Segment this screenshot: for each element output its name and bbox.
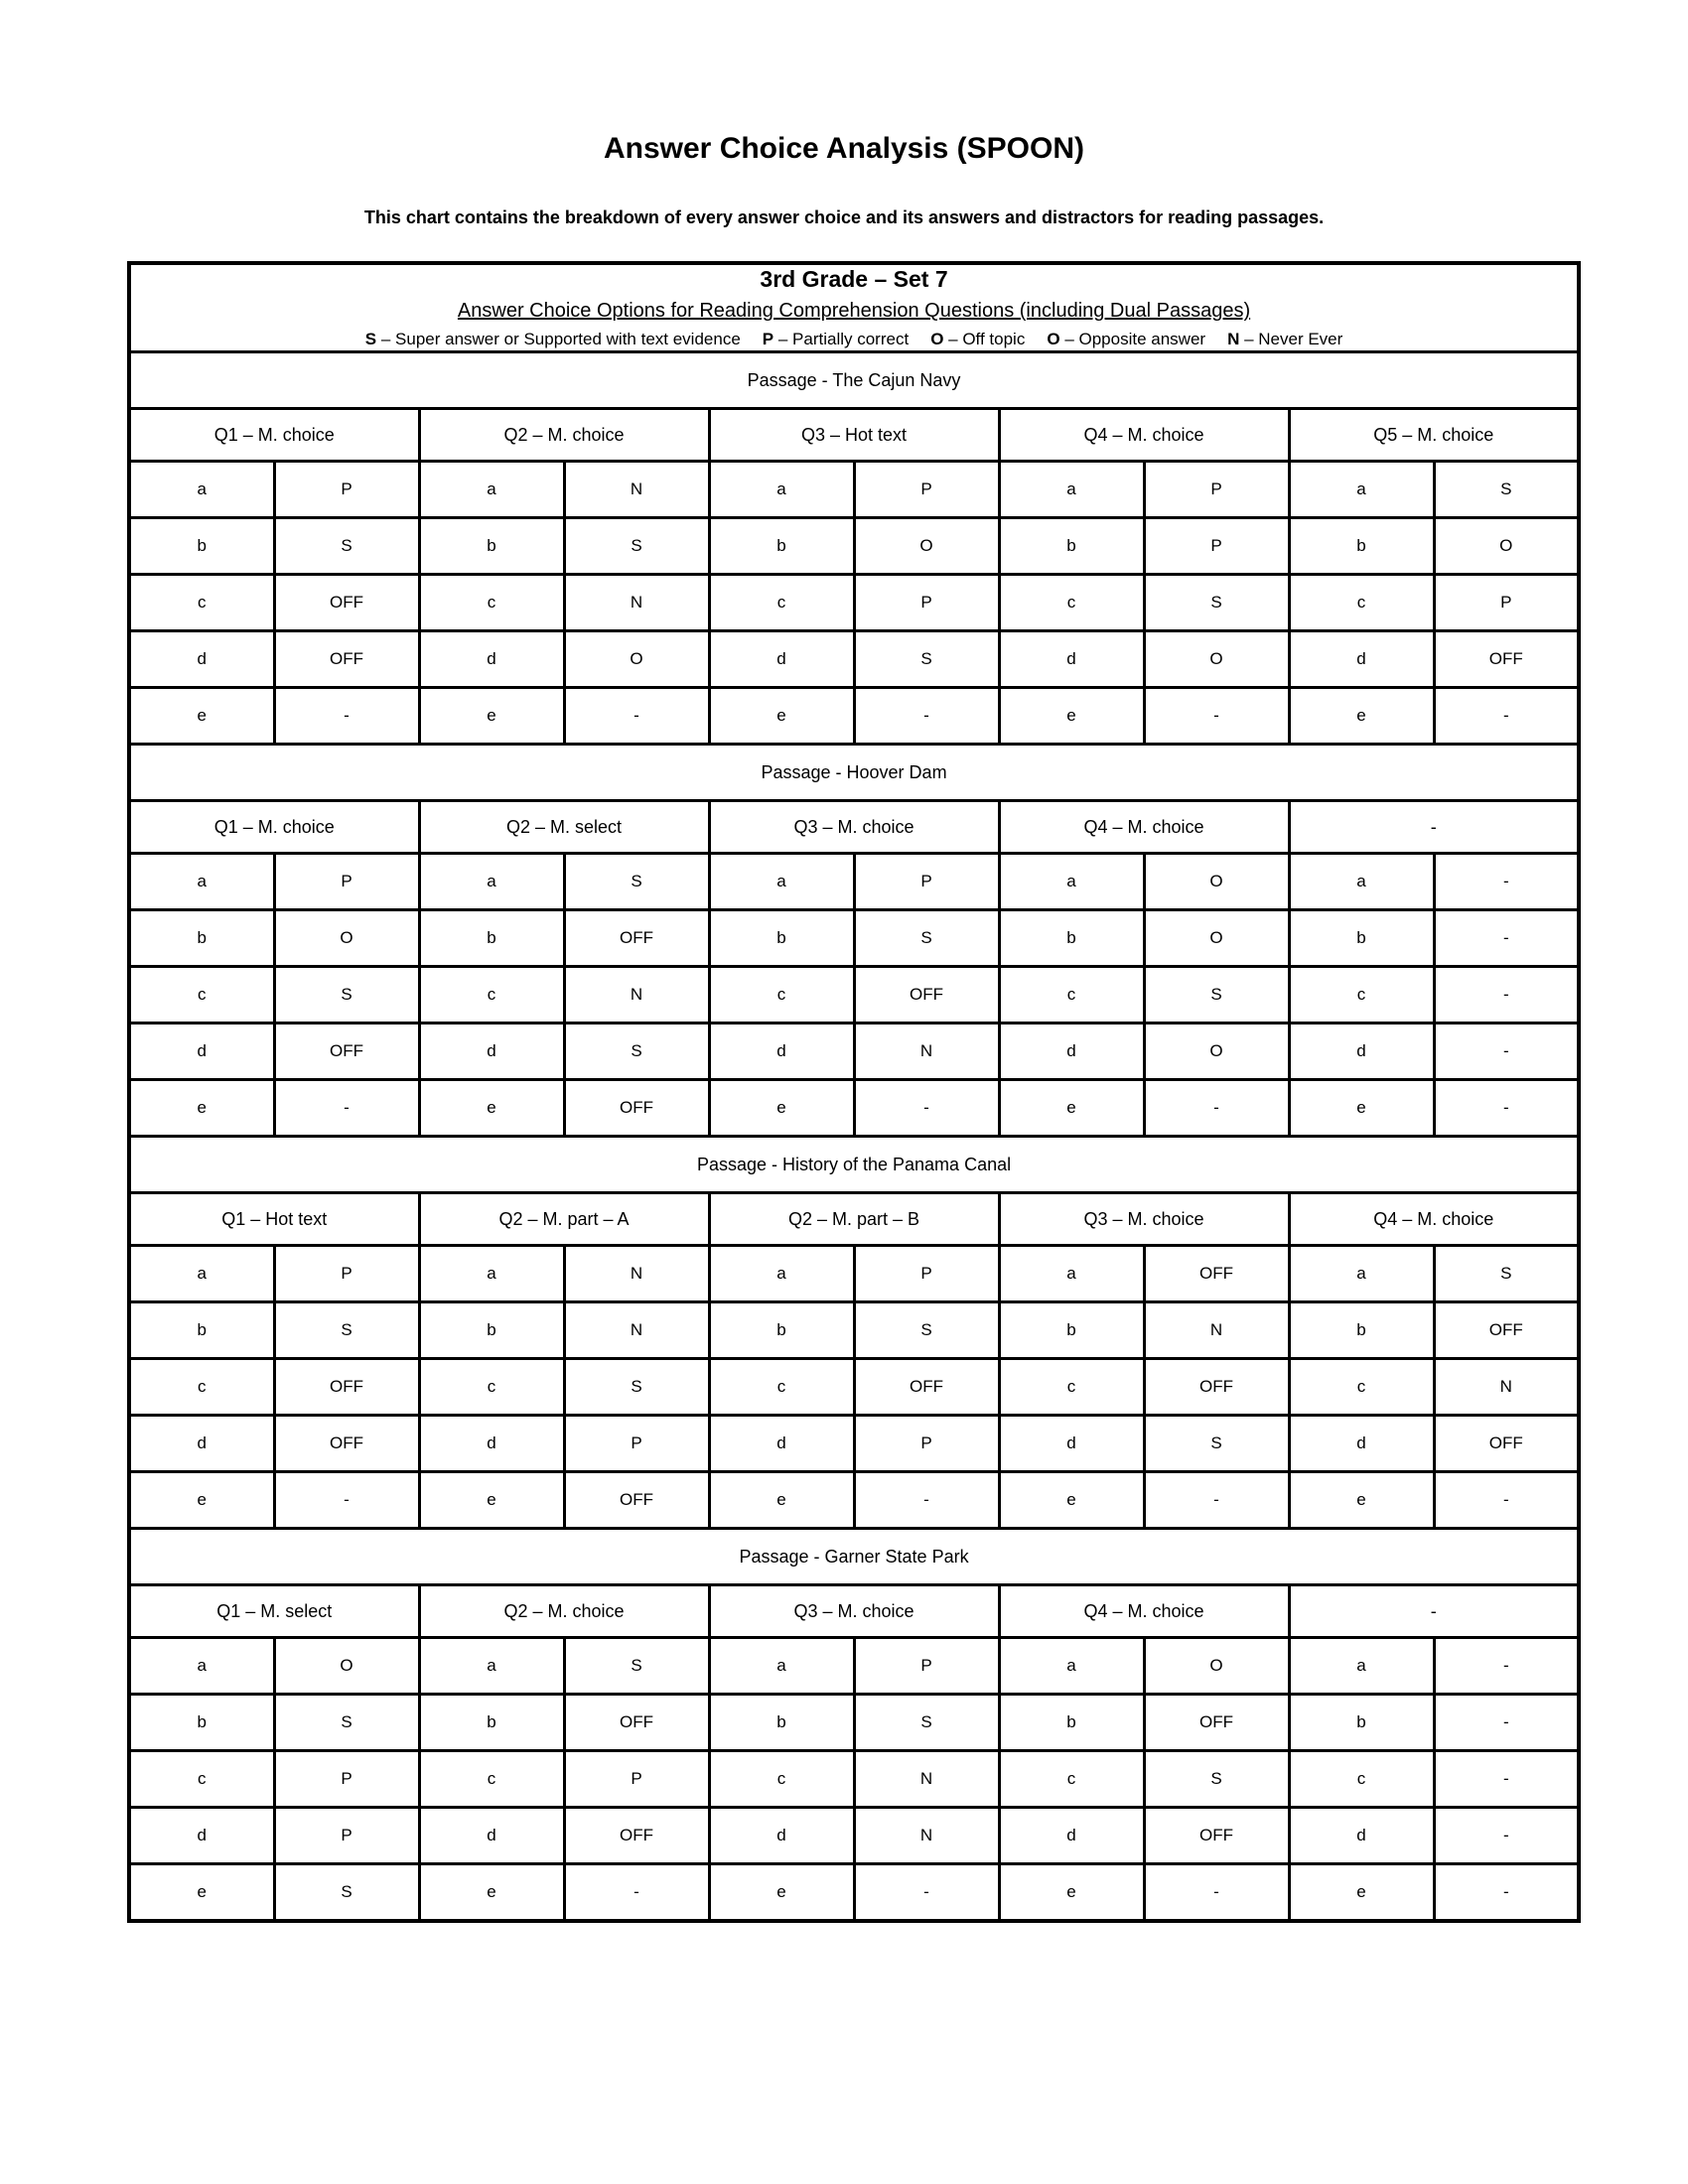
choice-letter-cell: d <box>709 1416 854 1472</box>
question-header: Q3 – M. choice <box>999 1193 1289 1246</box>
answer-row <box>129 1024 1579 1080</box>
answer-code-cell: P <box>854 575 999 631</box>
answer-row <box>129 631 1579 688</box>
answer-code-cell: - <box>1434 1080 1579 1137</box>
choice-letter-cell: b <box>709 1302 854 1359</box>
answer-code-cell: - <box>274 688 419 745</box>
answer-code-cell: P <box>854 462 999 518</box>
choice-letter-cell: b <box>709 910 854 967</box>
question-header: Q5 – M. choice <box>1289 409 1579 462</box>
answer-code-cell: N <box>854 1751 999 1808</box>
answer-code-cell: N <box>564 967 709 1024</box>
passage-band-row <box>129 1137 1579 1193</box>
choice-letter-cell: e <box>999 1864 1144 1922</box>
answer-code-cell: - <box>1434 1808 1579 1864</box>
choice-letter-cell: e <box>709 1864 854 1922</box>
choice-letter-cell: b <box>999 518 1144 575</box>
legend-desc: – Partially correct <box>777 330 910 349</box>
choice-letter-cell: e <box>129 1472 274 1529</box>
choice-letter-cell: d <box>419 631 564 688</box>
answer-code-cell: OFF <box>274 1359 419 1416</box>
question-header-row <box>129 1193 1579 1246</box>
question-header: Q1 – Hot text <box>129 1193 419 1246</box>
answer-code-cell: S <box>1144 575 1289 631</box>
answer-code-cell: - <box>274 1472 419 1529</box>
passage-title: Passage - History of the Panama Canal <box>129 1137 1579 1193</box>
answer-row <box>129 1302 1579 1359</box>
question-header-row <box>129 801 1579 854</box>
answer-code-cell: O <box>1144 854 1289 910</box>
answer-row <box>129 1864 1579 1922</box>
question-header: Q1 – M. select <box>129 1585 419 1638</box>
answer-code-cell: S <box>854 631 999 688</box>
answer-code-cell: P <box>854 1246 999 1302</box>
choice-letter-cell: b <box>709 518 854 575</box>
answer-code-cell: P <box>274 462 419 518</box>
answer-code-cell: N <box>564 1302 709 1359</box>
choice-letter-cell: a <box>129 462 274 518</box>
answer-code-cell: N <box>564 462 709 518</box>
answer-code-cell: S <box>1144 1751 1289 1808</box>
choice-letter-cell: b <box>709 1695 854 1751</box>
choice-letter-cell: a <box>999 1638 1144 1695</box>
legend-desc: – Off topic <box>948 330 1026 349</box>
answer-code-cell: N <box>854 1808 999 1864</box>
table-header-cell <box>129 263 1579 352</box>
answer-code-cell: - <box>1434 854 1579 910</box>
answer-code-cell: O <box>1144 1024 1289 1080</box>
answer-code-cell: S <box>1144 967 1289 1024</box>
choice-letter-cell: a <box>1289 462 1434 518</box>
legend-key: O <box>1047 330 1060 349</box>
answer-code-cell: S <box>274 1302 419 1359</box>
answer-code-cell: OFF <box>274 1416 419 1472</box>
choice-letter-cell: c <box>419 575 564 631</box>
answer-code-cell: OFF <box>854 967 999 1024</box>
answer-code-cell: N <box>854 1024 999 1080</box>
choice-letter-cell: e <box>1289 688 1434 745</box>
answer-code-cell: O <box>274 910 419 967</box>
choice-letter-cell: b <box>419 1302 564 1359</box>
answer-code-cell: OFF <box>564 1080 709 1137</box>
choice-letter-cell: a <box>129 854 274 910</box>
answer-code-cell: O <box>274 1638 419 1695</box>
set-subtitle: Answer Choice Options for Reading Comprehension Questions (including Dual Passages) <box>457 300 1251 323</box>
answer-code-cell: OFF <box>1144 1695 1289 1751</box>
answer-code-cell: OFF <box>564 910 709 967</box>
answer-code-cell: N <box>564 1246 709 1302</box>
choice-letter-cell: d <box>419 1024 564 1080</box>
choice-letter-cell: a <box>129 1638 274 1695</box>
doc-title: Answer Choice Analysis (SPOON) <box>603 132 1084 165</box>
answer-choice-table <box>127 261 1581 1924</box>
answer-code-cell: P <box>854 1638 999 1695</box>
choice-letter-cell: e <box>709 1080 854 1137</box>
answer-code-cell: - <box>1434 967 1579 1024</box>
answer-code-cell: P <box>1144 518 1289 575</box>
choice-letter-cell: a <box>419 1638 564 1695</box>
question-header: Q2 – M. select <box>419 801 709 854</box>
choice-letter-cell: d <box>419 1808 564 1864</box>
choice-letter-cell: b <box>419 1695 564 1751</box>
passage-band-row <box>129 1529 1579 1585</box>
answer-code-cell: P <box>564 1751 709 1808</box>
question-header: Q1 – M. choice <box>129 409 419 462</box>
answer-code-cell: - <box>1434 1024 1579 1080</box>
question-header: Q3 – M. choice <box>709 801 999 854</box>
question-header: Q4 – M. choice <box>999 801 1289 854</box>
choice-letter-cell: b <box>1289 910 1434 967</box>
choice-letter-cell: c <box>129 1359 274 1416</box>
question-header: Q2 – M. choice <box>419 409 709 462</box>
choice-letter-cell: e <box>709 1472 854 1529</box>
choice-letter-cell: c <box>129 967 274 1024</box>
answer-row <box>129 1695 1579 1751</box>
answer-code-cell: OFF <box>1434 631 1579 688</box>
question-header: - <box>1289 801 1579 854</box>
answer-row <box>129 1808 1579 1864</box>
legend-desc: – Never Ever <box>1244 330 1343 349</box>
choice-letter-cell: d <box>1289 1024 1434 1080</box>
choice-letter-cell: d <box>709 631 854 688</box>
answer-code-cell: OFF <box>274 575 419 631</box>
choice-letter-cell: d <box>709 1808 854 1864</box>
answer-row <box>129 1751 1579 1808</box>
choice-letter-cell: e <box>129 688 274 745</box>
answer-code-cell: S <box>564 518 709 575</box>
answer-code-cell: OFF <box>564 1472 709 1529</box>
answer-row <box>129 462 1579 518</box>
answer-code-cell: O <box>1144 631 1289 688</box>
passage-title: Passage - The Cajun Navy <box>129 352 1579 409</box>
doc-subtitle: This chart contains the breakdown of every answer choice and its answers and distractors for reading passages. <box>363 206 1325 227</box>
legend-item <box>930 329 1025 350</box>
choice-letter-cell: a <box>419 462 564 518</box>
choice-letter-cell: d <box>129 631 274 688</box>
answer-code-cell: P <box>1144 462 1289 518</box>
choice-letter-cell: a <box>1289 1246 1434 1302</box>
passage-band-row <box>129 352 1579 409</box>
answer-code-cell: - <box>1434 1751 1579 1808</box>
choice-letter-cell: c <box>999 1751 1144 1808</box>
answer-code-cell: - <box>1144 1472 1289 1529</box>
table-header-row <box>129 263 1579 352</box>
choice-letter-cell: c <box>419 1751 564 1808</box>
legend-desc: – Opposite answer <box>1064 330 1206 349</box>
passage-band-row <box>129 745 1579 801</box>
answer-code-cell: - <box>1434 688 1579 745</box>
answer-code-cell: OFF <box>1434 1416 1579 1472</box>
answer-code-cell: S <box>1434 462 1579 518</box>
question-header-row <box>129 1585 1579 1638</box>
choice-letter-cell: a <box>419 1246 564 1302</box>
choice-letter-cell: b <box>129 910 274 967</box>
choice-letter-cell: c <box>999 967 1144 1024</box>
answer-code-cell: OFF <box>564 1695 709 1751</box>
answer-code-cell: P <box>564 1416 709 1472</box>
legend-item <box>1047 329 1205 350</box>
legend <box>131 329 1577 350</box>
question-header: Q4 – M. choice <box>1289 1193 1579 1246</box>
choice-letter-cell: d <box>999 1808 1144 1864</box>
answer-code-cell: O <box>1434 518 1579 575</box>
choice-letter-cell: a <box>1289 854 1434 910</box>
answer-row <box>129 1246 1579 1302</box>
answer-code-cell: - <box>1434 910 1579 967</box>
choice-letter-cell: c <box>419 967 564 1024</box>
answer-code-cell: S <box>564 1638 709 1695</box>
passage-title: Passage - Garner State Park <box>129 1529 1579 1585</box>
answer-code-cell: O <box>564 631 709 688</box>
answer-code-cell: N <box>1144 1302 1289 1359</box>
answer-code-cell: - <box>1434 1472 1579 1529</box>
choice-letter-cell: d <box>1289 631 1434 688</box>
answer-code-cell: S <box>274 1864 419 1922</box>
answer-code-cell: P <box>274 1751 419 1808</box>
choice-letter-cell: e <box>419 1472 564 1529</box>
choice-letter-cell: c <box>419 1359 564 1416</box>
choice-letter-cell: e <box>1289 1472 1434 1529</box>
legend-item <box>365 329 741 350</box>
choice-letter-cell: c <box>709 1751 854 1808</box>
answer-code-cell: P <box>1434 575 1579 631</box>
answer-code-cell: - <box>1144 688 1289 745</box>
answer-code-cell: - <box>1434 1638 1579 1695</box>
answer-code-cell: S <box>274 1695 419 1751</box>
passage-title: Passage - Hoover Dam <box>129 745 1579 801</box>
answer-row <box>129 1638 1579 1695</box>
choice-letter-cell: d <box>129 1808 274 1864</box>
choice-letter-cell: a <box>1289 1638 1434 1695</box>
answer-code-cell: OFF <box>1144 1359 1289 1416</box>
choice-letter-cell: d <box>1289 1808 1434 1864</box>
answer-row <box>129 575 1579 631</box>
choice-letter-cell: d <box>419 1416 564 1472</box>
choice-letter-cell: a <box>709 1246 854 1302</box>
choice-letter-cell: e <box>419 1080 564 1137</box>
question-header: Q2 – M. part – B <box>709 1193 999 1246</box>
choice-letter-cell: b <box>419 518 564 575</box>
set-title: 3rd Grade – Set 7 <box>760 265 948 292</box>
answer-code-cell: OFF <box>564 1808 709 1864</box>
answer-code-cell: OFF <box>1434 1302 1579 1359</box>
choice-letter-cell: b <box>129 518 274 575</box>
answer-code-cell: S <box>274 518 419 575</box>
legend-item <box>763 329 909 350</box>
choice-letter-cell: d <box>999 631 1144 688</box>
question-header: - <box>1289 1585 1579 1638</box>
answer-code-cell: OFF <box>1144 1808 1289 1864</box>
choice-letter-cell: e <box>1289 1080 1434 1137</box>
answer-code-cell: S <box>854 1302 999 1359</box>
legend-key: S <box>364 330 377 349</box>
legend-key: P <box>762 330 774 349</box>
choice-letter-cell: a <box>999 854 1144 910</box>
answer-code-cell: P <box>274 854 419 910</box>
answer-code-cell: - <box>854 1472 999 1529</box>
question-header: Q2 – M. part – A <box>419 1193 709 1246</box>
choice-letter-cell: d <box>1289 1416 1434 1472</box>
choice-letter-cell: a <box>709 1638 854 1695</box>
choice-letter-cell: c <box>999 575 1144 631</box>
choice-letter-cell: e <box>999 688 1144 745</box>
answer-row <box>129 518 1579 575</box>
choice-letter-cell: c <box>129 1751 274 1808</box>
answer-code-cell: O <box>1144 1638 1289 1695</box>
answer-code-cell: OFF <box>1144 1246 1289 1302</box>
answer-code-cell: O <box>1144 910 1289 967</box>
choice-letter-cell: e <box>709 688 854 745</box>
legend-key: O <box>930 330 944 349</box>
choice-letter-cell: b <box>1289 1302 1434 1359</box>
choice-letter-cell: d <box>129 1416 274 1472</box>
choice-letter-cell: c <box>1289 1751 1434 1808</box>
answer-code-cell: OFF <box>274 631 419 688</box>
answer-row <box>129 1472 1579 1529</box>
choice-letter-cell: e <box>1289 1864 1434 1922</box>
answer-code-cell: - <box>854 1080 999 1137</box>
answer-row <box>129 854 1579 910</box>
answer-code-cell: S <box>854 910 999 967</box>
choice-letter-cell: a <box>999 462 1144 518</box>
choice-letter-cell: b <box>999 910 1144 967</box>
question-header: Q3 – M. choice <box>709 1585 999 1638</box>
choice-letter-cell: b <box>999 1695 1144 1751</box>
answer-code-cell: - <box>564 1864 709 1922</box>
choice-letter-cell: d <box>999 1416 1144 1472</box>
choice-letter-cell: c <box>709 967 854 1024</box>
choice-letter-cell: c <box>999 1359 1144 1416</box>
choice-letter-cell: c <box>709 1359 854 1416</box>
choice-letter-cell: e <box>419 1864 564 1922</box>
answer-code-cell: S <box>564 1024 709 1080</box>
answer-row <box>129 1080 1579 1137</box>
answer-row <box>129 967 1579 1024</box>
answer-code-cell: - <box>854 688 999 745</box>
choice-letter-cell: a <box>709 854 854 910</box>
answer-code-cell: S <box>1434 1246 1579 1302</box>
answer-code-cell: - <box>1434 1864 1579 1922</box>
question-header: Q1 – M. choice <box>129 801 419 854</box>
answer-row <box>129 688 1579 745</box>
choice-letter-cell: c <box>129 575 274 631</box>
legend-item <box>1227 329 1342 350</box>
choice-letter-cell: a <box>709 462 854 518</box>
choice-letter-cell: a <box>999 1246 1144 1302</box>
choice-letter-cell: a <box>129 1246 274 1302</box>
answer-code-cell: - <box>854 1864 999 1922</box>
choice-letter-cell: e <box>999 1472 1144 1529</box>
choice-letter-cell: e <box>129 1080 274 1137</box>
choice-letter-cell: d <box>709 1024 854 1080</box>
choice-letter-cell: b <box>129 1695 274 1751</box>
answer-row <box>129 910 1579 967</box>
choice-letter-cell: e <box>419 688 564 745</box>
choice-letter-cell: b <box>419 910 564 967</box>
choice-letter-cell: c <box>1289 967 1434 1024</box>
answer-code-cell: P <box>854 1416 999 1472</box>
choice-letter-cell: e <box>129 1864 274 1922</box>
answer-code-cell: P <box>274 1246 419 1302</box>
answer-code-cell: S <box>564 1359 709 1416</box>
choice-letter-cell: c <box>1289 1359 1434 1416</box>
choice-letter-cell: b <box>999 1302 1144 1359</box>
question-header: Q4 – M. choice <box>999 409 1289 462</box>
choice-letter-cell: b <box>129 1302 274 1359</box>
answer-code-cell: O <box>854 518 999 575</box>
question-header: Q3 – Hot text <box>709 409 999 462</box>
answer-row <box>129 1359 1579 1416</box>
answer-code-cell: - <box>564 688 709 745</box>
answer-code-cell: N <box>1434 1359 1579 1416</box>
choice-letter-cell: b <box>1289 1695 1434 1751</box>
answer-code-cell: S <box>564 854 709 910</box>
answer-row <box>129 1416 1579 1472</box>
question-header: Q4 – M. choice <box>999 1585 1289 1638</box>
question-header-row <box>129 409 1579 462</box>
choice-letter-cell: a <box>419 854 564 910</box>
answer-code-cell: - <box>1434 1695 1579 1751</box>
question-header: Q2 – M. choice <box>419 1585 709 1638</box>
legend-key: N <box>1227 330 1240 349</box>
choice-letter-cell: c <box>709 575 854 631</box>
choice-letter-cell: e <box>999 1080 1144 1137</box>
answer-code-cell: P <box>854 854 999 910</box>
answer-code-cell: S <box>854 1695 999 1751</box>
answer-code-cell: S <box>1144 1416 1289 1472</box>
choice-letter-cell: c <box>1289 575 1434 631</box>
choice-letter-cell: b <box>1289 518 1434 575</box>
answer-code-cell: OFF <box>274 1024 419 1080</box>
choice-letter-cell: d <box>999 1024 1144 1080</box>
answer-code-cell: S <box>274 967 419 1024</box>
answer-code-cell: - <box>1144 1080 1289 1137</box>
answer-code-cell: N <box>564 575 709 631</box>
answer-code-cell: - <box>1144 1864 1289 1922</box>
legend-desc: – Super answer or Supported with text evidence <box>380 330 741 349</box>
choice-letter-cell: d <box>129 1024 274 1080</box>
answer-code-cell: P <box>274 1808 419 1864</box>
answer-code-cell: OFF <box>854 1359 999 1416</box>
answer-code-cell: - <box>274 1080 419 1137</box>
